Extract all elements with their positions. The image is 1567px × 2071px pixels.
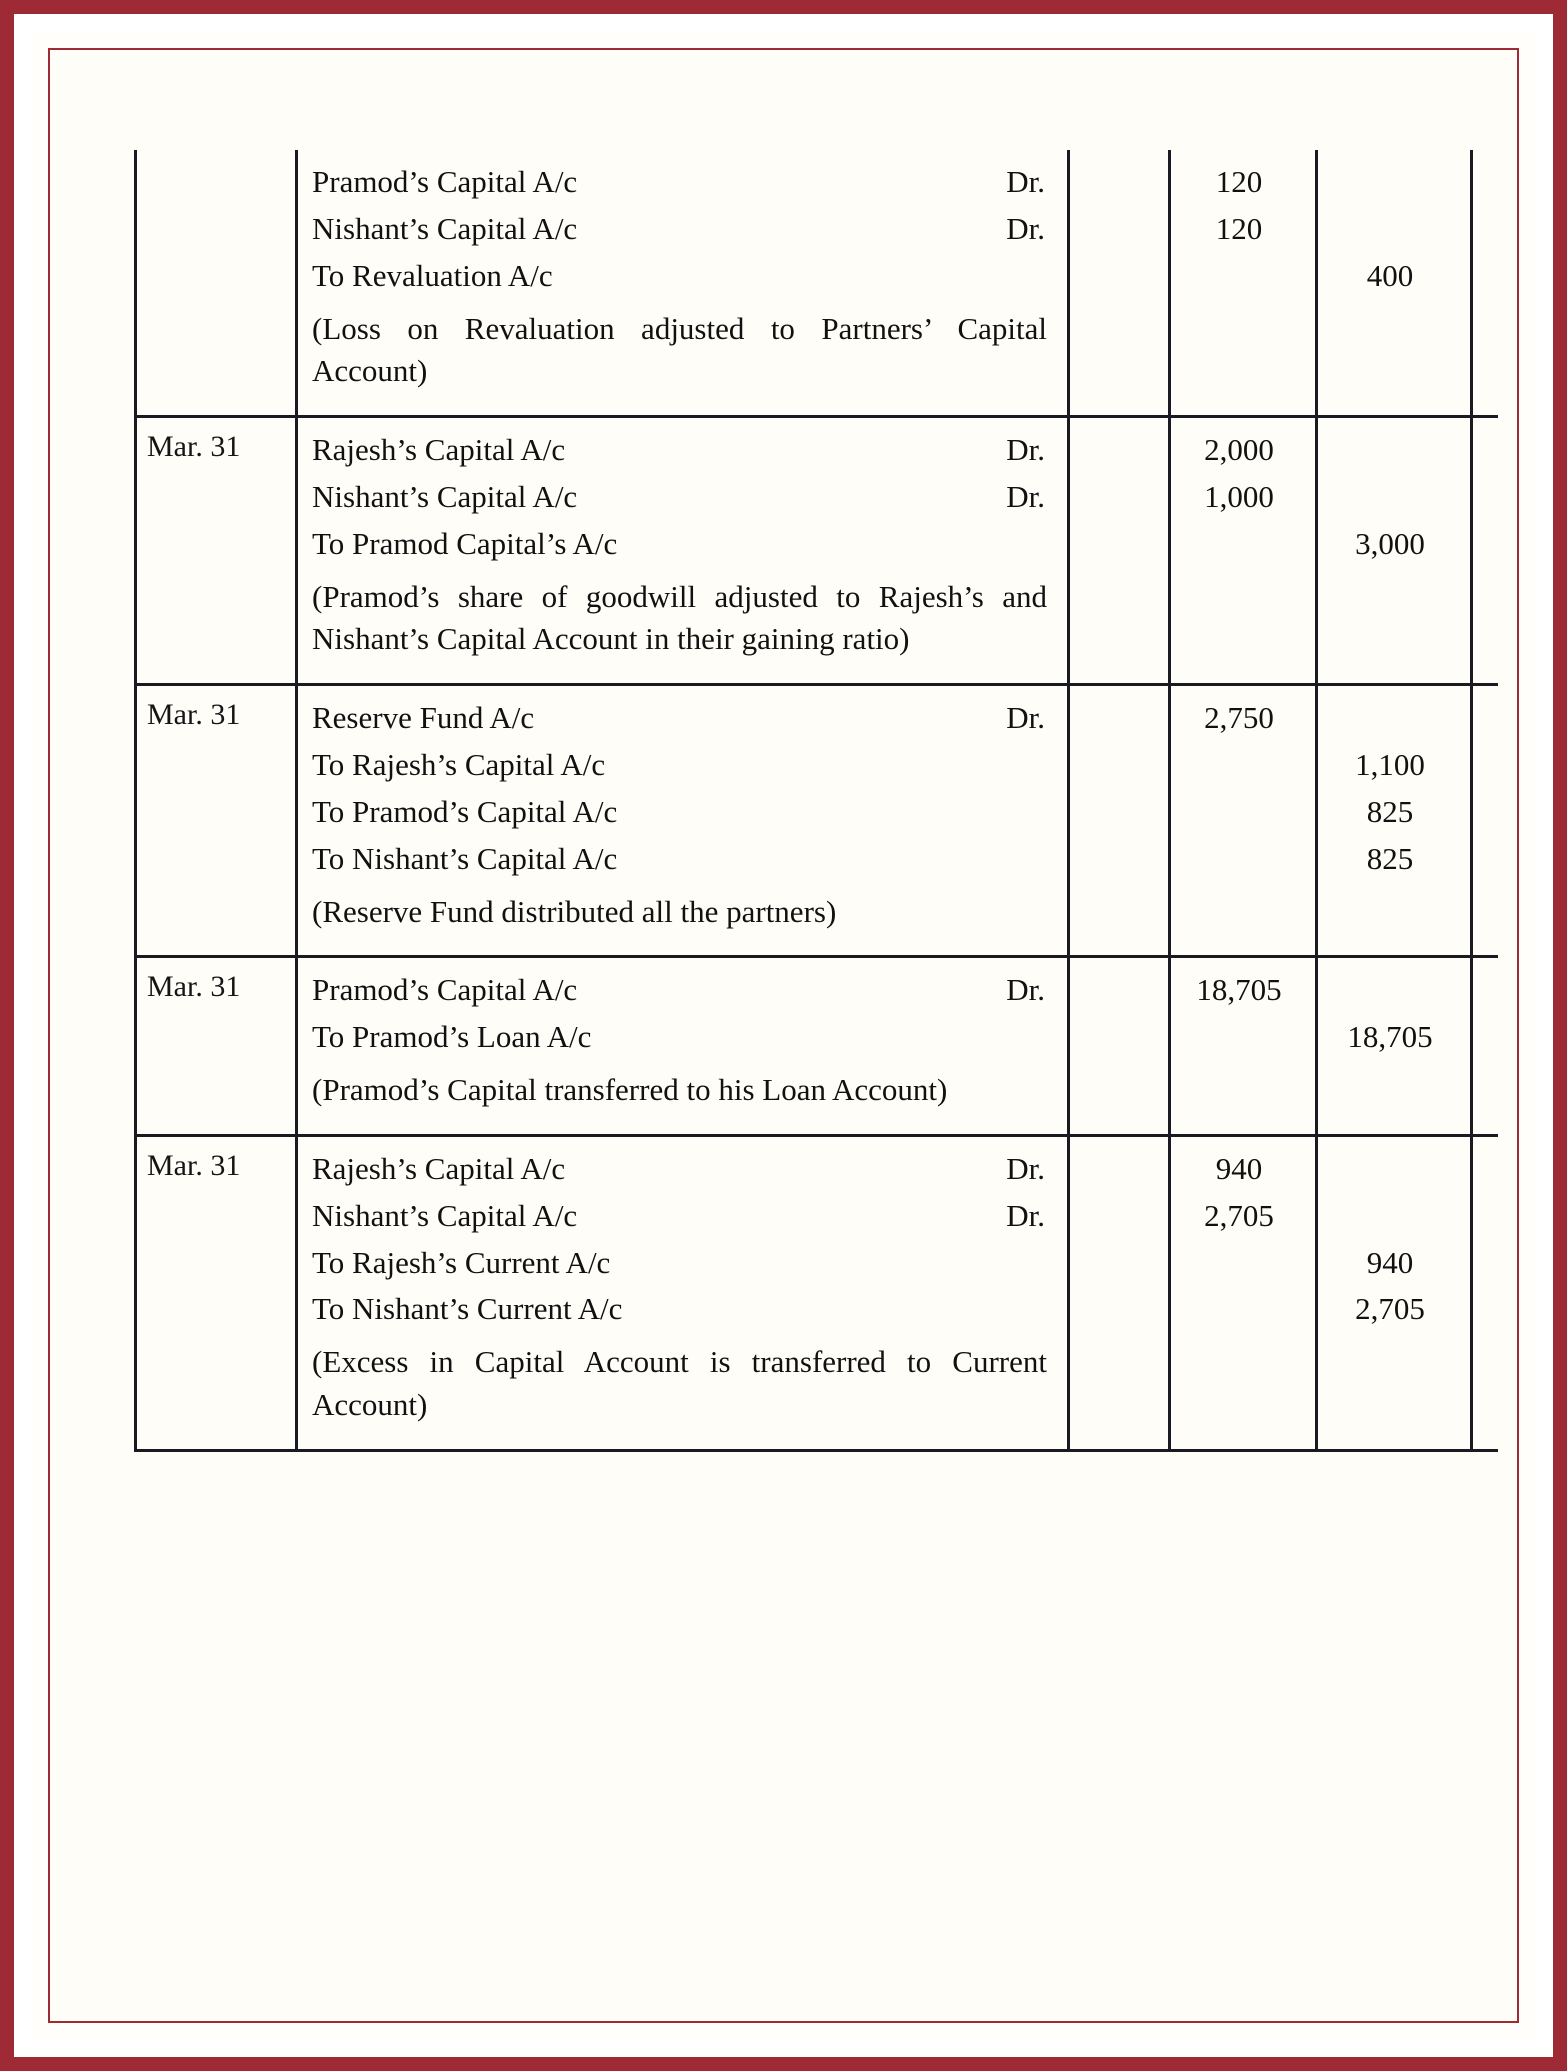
entry-date: Mar. 31 — [147, 970, 241, 1004]
entry-narration: (Excess in Capital Account is transferred to Current Account) — [312, 1344, 1047, 1423]
debit-amount-value: 2,750 — [1204, 700, 1274, 736]
journal-entry-row — [136, 957, 1499, 1135]
credit-amount-value: 3,000 — [1355, 525, 1425, 561]
particulars-lines — [298, 150, 1067, 415]
credit-amount-value — [1318, 474, 1470, 521]
debit-amount-value: 1,000 — [1204, 478, 1274, 514]
credit-amount-column — [1318, 686, 1470, 955]
account-name: To Pramod Capital’s A/c — [312, 525, 618, 561]
credit-amount-column — [1318, 958, 1470, 1133]
entry-particulars-cell — [297, 957, 1069, 1135]
table-bottom-rule-cell — [1069, 1450, 1170, 1452]
entry-particulars-cell — [297, 150, 1069, 417]
debit-amount-value — [1171, 742, 1315, 789]
debit-amount-value: 2,000 — [1204, 432, 1274, 468]
debit-marker: Dr. — [1006, 1150, 1045, 1186]
entry-ledger-folio-cell — [1069, 1135, 1170, 1450]
account-line — [312, 521, 1053, 568]
entry-date-cell — [136, 150, 297, 417]
credit-amount-cell — [1317, 957, 1472, 1135]
account-name: Rajesh’s Capital A/c — [312, 432, 566, 468]
credit-amount-cell — [1317, 685, 1472, 957]
account-line — [312, 1193, 1053, 1240]
journal-entry-row — [136, 150, 1499, 417]
entry-date: Mar. 31 — [147, 430, 241, 464]
entry-particulars-cell — [297, 1135, 1069, 1450]
debit-amount-value — [1171, 253, 1315, 300]
account-name: To Rajesh’s Capital A/c — [312, 747, 606, 783]
account-name: To Pramod’s Loan A/c — [312, 1019, 592, 1055]
account-name: To Nishant’s Current A/c — [312, 1291, 623, 1327]
debit-amount-cell — [1170, 957, 1317, 1135]
table-bottom-rule-cell — [1317, 1450, 1472, 1452]
entry-date-cell — [136, 685, 297, 957]
account-line — [312, 427, 1053, 474]
table-bottom-rule-cell — [297, 1450, 1069, 1452]
account-line — [312, 742, 1053, 789]
journal-entries-table — [134, 150, 1498, 1452]
particulars-lines — [298, 1137, 1067, 1449]
debit-amount-column — [1171, 686, 1315, 955]
entry-narration: (Pramod’s Capital transferred to his Loan Account) — [312, 1072, 948, 1108]
credit-amount-value: 400 — [1366, 257, 1414, 293]
account-name: Pramod’s Capital A/c — [312, 164, 578, 199]
account-name: Rajesh’s Capital A/c — [312, 1150, 566, 1186]
debit-marker: Dr. — [1006, 1197, 1045, 1233]
debit-amount-value: 120 — [1215, 164, 1263, 199]
entry-narration: (Pramod’s share of goodwill adjusted to Rajesh’s and Nishant’s Capital Account in their gaining ratio) — [312, 578, 1047, 657]
debit-amount-cell — [1170, 1135, 1317, 1450]
entry-narration: (Reserve Fund distributed all the partners) — [312, 893, 837, 929]
journal-entries-table-wrapper — [134, 150, 1498, 1452]
credit-amount-cell — [1317, 417, 1472, 685]
credit-amount-value — [1318, 1193, 1470, 1240]
credit-amount-value: 825 — [1366, 840, 1414, 876]
debit-amount-value: 18,705 — [1196, 972, 1282, 1008]
debit-amount-value — [1171, 1286, 1315, 1333]
debit-amount-cell — [1170, 150, 1317, 417]
entry-date: Mar. 31 — [147, 1148, 241, 1182]
debit-amount-value — [1171, 1240, 1315, 1287]
debit-marker: Dr. — [1006, 210, 1045, 246]
debit-amount-value: 940 — [1215, 1150, 1263, 1186]
account-line — [312, 206, 1053, 253]
journal-entry-row — [136, 685, 1499, 957]
account-name: Nishant’s Capital A/c — [312, 478, 578, 514]
table-right-edge-cell — [1472, 417, 1499, 685]
entry-date: Mar. 31 — [147, 698, 241, 732]
account-line — [312, 1240, 1053, 1287]
account-name: Pramod’s Capital A/c — [312, 972, 578, 1008]
account-line — [312, 1286, 1053, 1333]
credit-amount-cell — [1317, 1135, 1472, 1450]
entry-date — [137, 150, 295, 164]
debit-amount-cell — [1170, 417, 1317, 685]
table-bottom-rule-cell — [1472, 1450, 1499, 1452]
debit-amount-value — [1171, 836, 1315, 883]
debit-amount-value: 2,705 — [1204, 1197, 1274, 1233]
table-right-edge-cell — [1472, 957, 1499, 1135]
credit-amount-value: 1,100 — [1355, 747, 1425, 783]
entry-date-cell — [136, 957, 297, 1135]
table-bottom-rule-cell — [1170, 1450, 1317, 1452]
debit-marker: Dr. — [1006, 972, 1045, 1008]
credit-amount-column — [1318, 1137, 1470, 1406]
account-name: To Rajesh’s Current A/c — [312, 1244, 611, 1280]
account-line — [312, 695, 1053, 742]
entry-date-cell — [136, 1135, 297, 1450]
debit-amount-column — [1171, 1137, 1315, 1406]
page-border-inner-white — [28, 28, 1539, 2043]
credit-amount-value: 940 — [1366, 1244, 1414, 1280]
debit-amount-value — [1171, 1014, 1315, 1061]
debit-amount-value — [1171, 789, 1315, 836]
account-line — [312, 159, 1053, 206]
account-name: To Revaluation A/c — [312, 257, 553, 293]
table-right-edge-cell — [1472, 150, 1499, 417]
credit-amount-value — [1318, 427, 1470, 474]
debit-amount-column — [1171, 150, 1315, 372]
debit-marker: Dr. — [1006, 432, 1045, 468]
account-name: Nishant’s Capital A/c — [312, 1197, 578, 1233]
entry-ledger-folio-cell — [1069, 957, 1170, 1135]
table-right-edge-cell — [1472, 1135, 1499, 1450]
credit-amount-value: 825 — [1366, 793, 1414, 829]
credit-amount-value — [1318, 159, 1470, 206]
account-line — [312, 1146, 1053, 1193]
particulars-lines — [298, 686, 1067, 955]
entry-ledger-folio-cell — [1069, 685, 1170, 957]
journal-entry-row — [136, 417, 1499, 685]
debit-amount-value — [1171, 521, 1315, 568]
credit-amount-value: 18,705 — [1347, 1019, 1433, 1055]
credit-amount-value — [1318, 206, 1470, 253]
credit-amount-value: 2,705 — [1355, 1291, 1425, 1327]
account-name: To Pramod’s Capital A/c — [312, 793, 618, 829]
credit-amount-value — [1318, 1146, 1470, 1193]
journal-entry-row — [136, 1135, 1499, 1450]
debit-marker: Dr. — [1006, 700, 1045, 736]
account-name: To Nishant’s Capital A/c — [312, 840, 618, 876]
account-line — [312, 1014, 1053, 1061]
credit-amount-column — [1318, 418, 1470, 640]
table-bottom-rule-cell — [136, 1450, 297, 1452]
entry-particulars-cell — [297, 685, 1069, 957]
entry-particulars-cell — [297, 417, 1069, 685]
particulars-lines — [298, 958, 1067, 1133]
account-line — [312, 253, 1053, 300]
entry-ledger-folio-cell — [1069, 150, 1170, 417]
account-line — [312, 836, 1053, 883]
credit-amount-cell — [1317, 150, 1472, 417]
debit-amount-value: 120 — [1215, 210, 1263, 246]
debit-marker: Dr. — [1006, 478, 1045, 514]
debit-amount-column — [1171, 418, 1315, 640]
particulars-lines — [298, 418, 1067, 683]
page-border-inner-line — [48, 48, 1519, 2023]
debit-amount-column — [1171, 958, 1315, 1133]
entry-date-cell — [136, 417, 297, 685]
table-bottom-rule — [136, 1450, 1499, 1452]
account-name: Nishant’s Capital A/c — [312, 210, 578, 246]
credit-amount-value — [1318, 967, 1470, 1014]
account-name: Reserve Fund A/c — [312, 700, 535, 736]
account-line — [312, 967, 1053, 1014]
table-right-edge-cell — [1472, 685, 1499, 957]
debit-marker: Dr. — [1006, 164, 1045, 199]
debit-amount-cell — [1170, 685, 1317, 957]
credit-amount-value — [1318, 695, 1470, 742]
credit-amount-column — [1318, 150, 1470, 372]
account-line — [312, 789, 1053, 836]
entry-ledger-folio-cell — [1069, 417, 1170, 685]
journal-sheet — [69, 69, 1498, 2002]
account-line — [312, 474, 1053, 521]
entry-narration: (Loss on Revaluation adjusted to Partners’ Capital Account) — [312, 310, 1047, 389]
